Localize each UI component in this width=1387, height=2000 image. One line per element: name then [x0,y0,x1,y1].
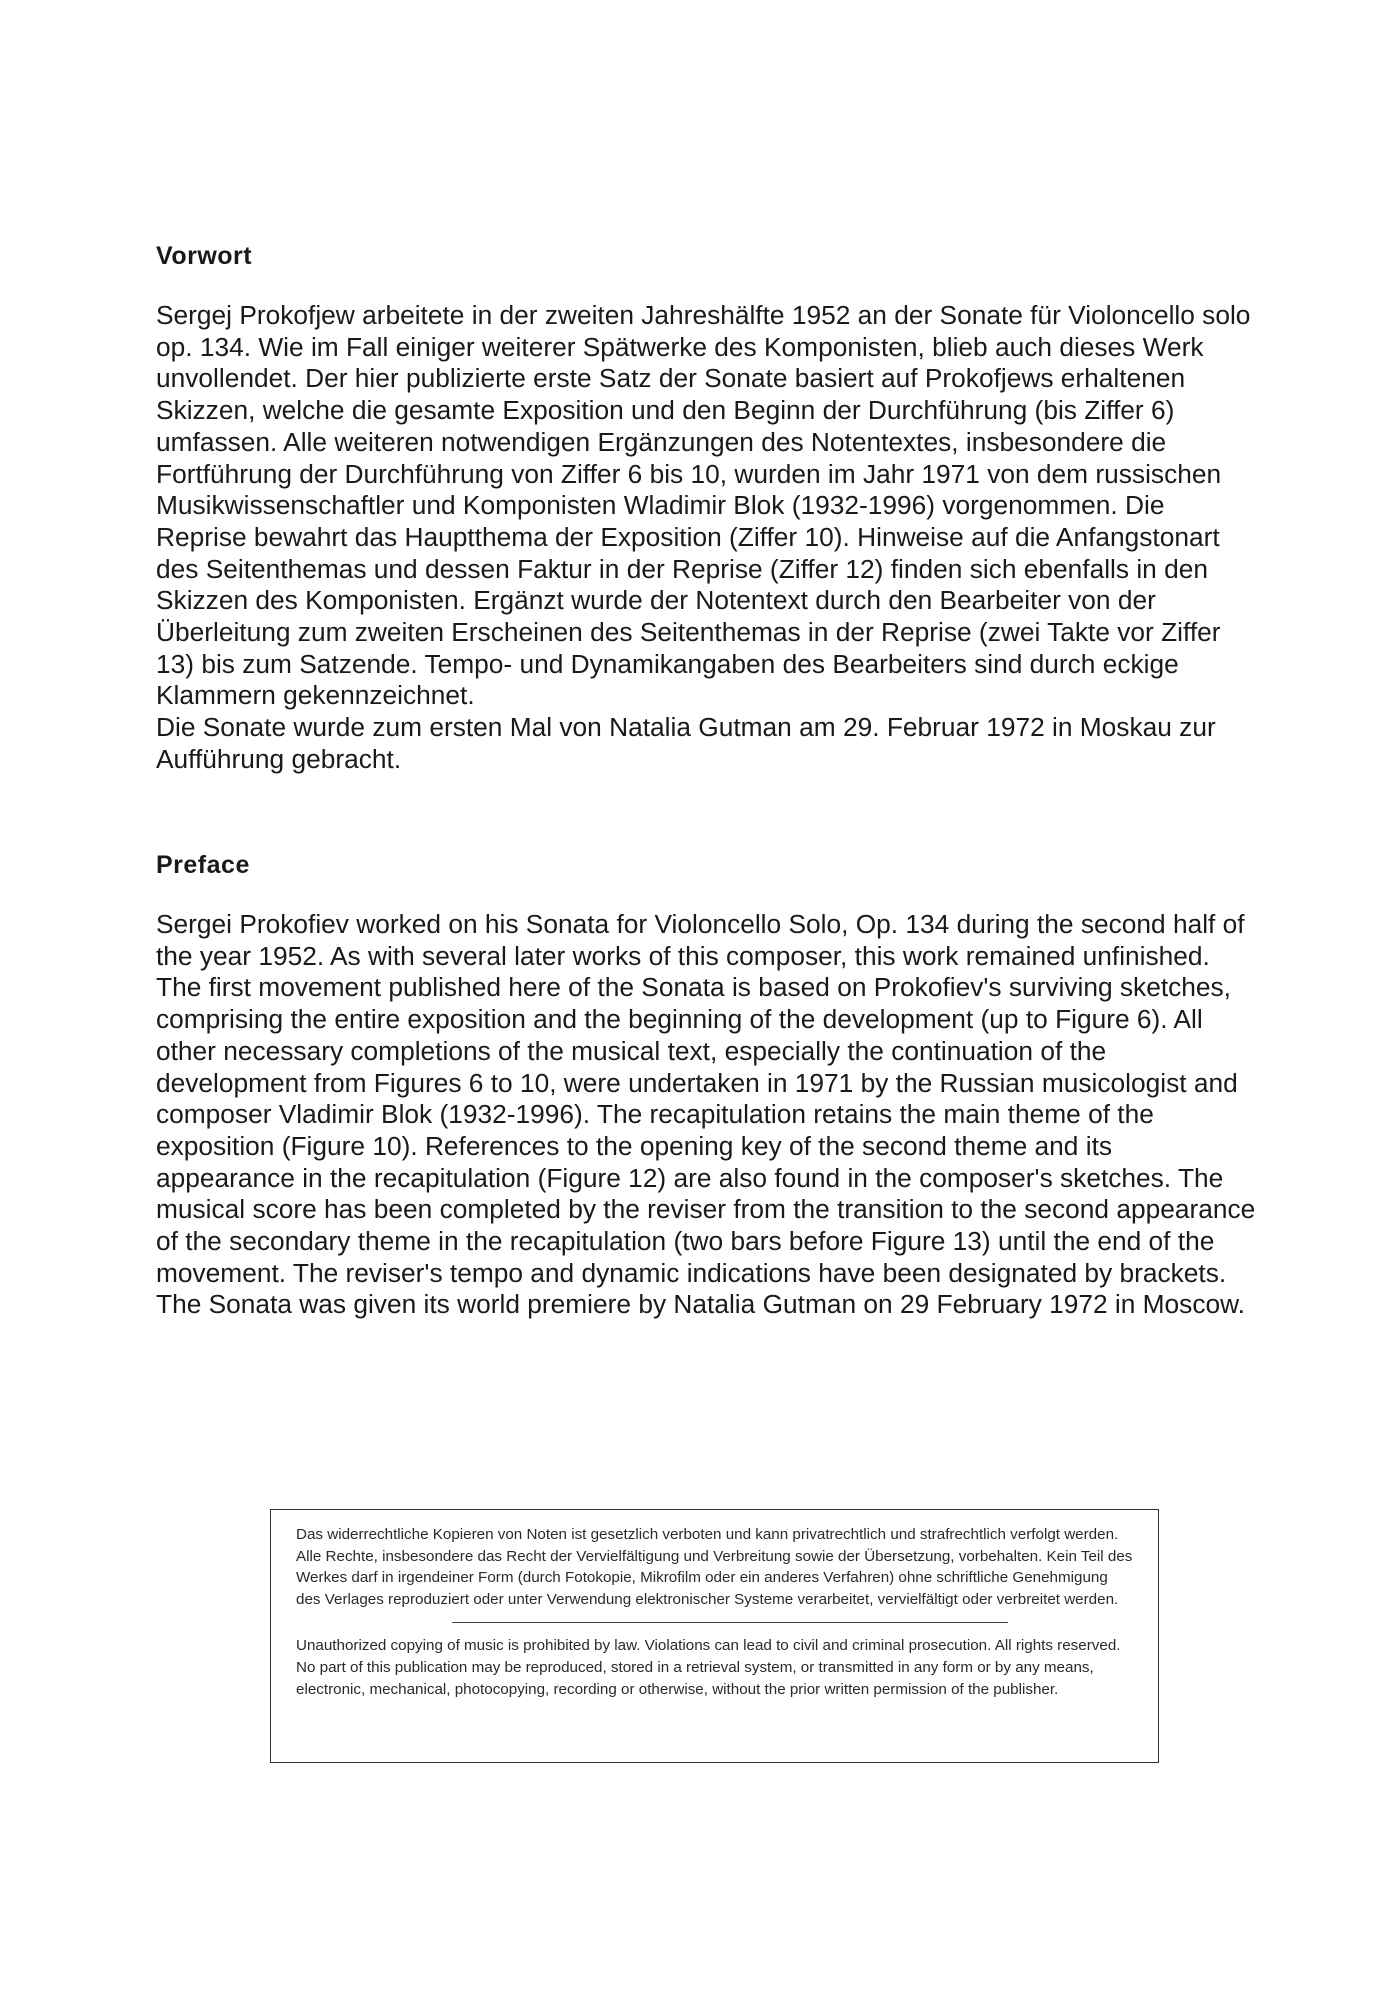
preface-body [156,909,1256,1321]
copyright-notice-box [270,1509,1159,1763]
vorwort-paragraph: Die Sonate wurde zum ersten Mal von Natalia Gutman am 29. Februar 1972 in Moskau zur Aufführung gebracht. [156,712,1216,774]
copyright-notice-german: Das widerrechtliche Kopieren von Noten ist gesetzlich verboten und kann privatrechtlich und strafrechtlich verfolgt werden. Alle Rechte, insbesondere das Recht der Vervielfältigung und Verbreitung sowie der Übersetzung, vorbehalten. Kein Teil des Werkes darf in irgendeiner Form (durch Fotokopie, Mikrofilm oder ein anderes Verfahren) ohne schriftliche Genehmigung des Verlages reproduziert oder unter Verwendung elektronischer Systeme verarbeitet, vervielfältigt oder verbreitet werden. [296,1526,1133,1608]
vorwort-heading: Vorwort [156,242,253,270]
preface-paragraph: Sergei Prokofiev worked on his Sonata for Violoncello Solo, Op. 134 during the second half of the year 1952. As with several later works of this composer, this work remained unfinished. The first movement published here of the Sonata is based on Prokofiev's surviving sketches, comprising the entire exposition and the beginning of the development (up to Figure 6). All other necessary completions of the musical text, especially the continuation of the development from Figures 6 to 10, were undertaken in 1971 by the Russian musicologist and composer Vladimir Blok (1932-1996). The recapitulation retains the main theme of the exposition (Figure 10). References to the opening key of the second theme and its appearance in the recapitulation (Figure 12) are also found in the composer's sketches. The musical score has been completed by the reviser from the transition to the second appearance of the secondary theme in the recapitulation (two bars before Figure 13) until the end of the movement. The reviser's tempo and dynamic indications have been designated by brackets. [156,909,1256,1288]
copyright-notice-english: Unauthorized copying of music is prohibited by law. Violations can lead to civil and criminal prosecution. All rights reserved. No part of this publication may be reproduced, stored in a retrieval system, or transmitted in any form or by any means, electronic, mechanical, photocopying, recording or otherwise, without the prior written permission of the publisher. [296,1637,1121,1698]
preface-heading: Preface [156,851,250,879]
notice-divider [452,1622,1008,1623]
vorwort-body [156,300,1256,776]
preface-paragraph: The Sonata was given its world premiere by Natalia Gutman on 29 February 1972 in Moscow. [156,1289,1245,1320]
vorwort-paragraph: Sergej Prokofjew arbeitete in der zweiten Jahreshälfte 1952 an der Sonate für Violoncello solo op. 134. Wie im Fall einiger weiterer Spätwerke des Komponisten, blieb auch dieses Werk unvollendet. Der hier publizierte erste Satz der Sonate basiert auf Prokofjews erhaltenen Skizzen, welche die gesamte Exposition und den Beginn der Durchführung (bis Ziffer 6) umfassen. Alle weiteren notwendigen Ergänzungen des Notentextes, insbesondere die Fortführung der Durchführung von Ziffer 6 bis 10, wurden im Jahr 1971 von dem russischen Musikwissenschaftler und Komponisten Wladimir Blok (1932-1996) vorgenommen. Die Reprise bewahrt das Hauptthema der Exposition (Ziffer 10). Hinweise auf die Anfangstonart des Seitenthemas und dessen Faktur in der Reprise (Ziffer 12) finden sich ebenfalls in den Skizzen des Komponisten. Ergänzt wurde der Notentext durch den Bearbeiter von der Überleitung zum zweiten Erscheinen des Seitenthemas in der Reprise (zwei Takte vor Ziffer 13) bis zum Satzende. Tempo- und Dynamikangaben des Bearbeiters sind durch eckige Klammern gekennzeichnet. [156,300,1251,711]
